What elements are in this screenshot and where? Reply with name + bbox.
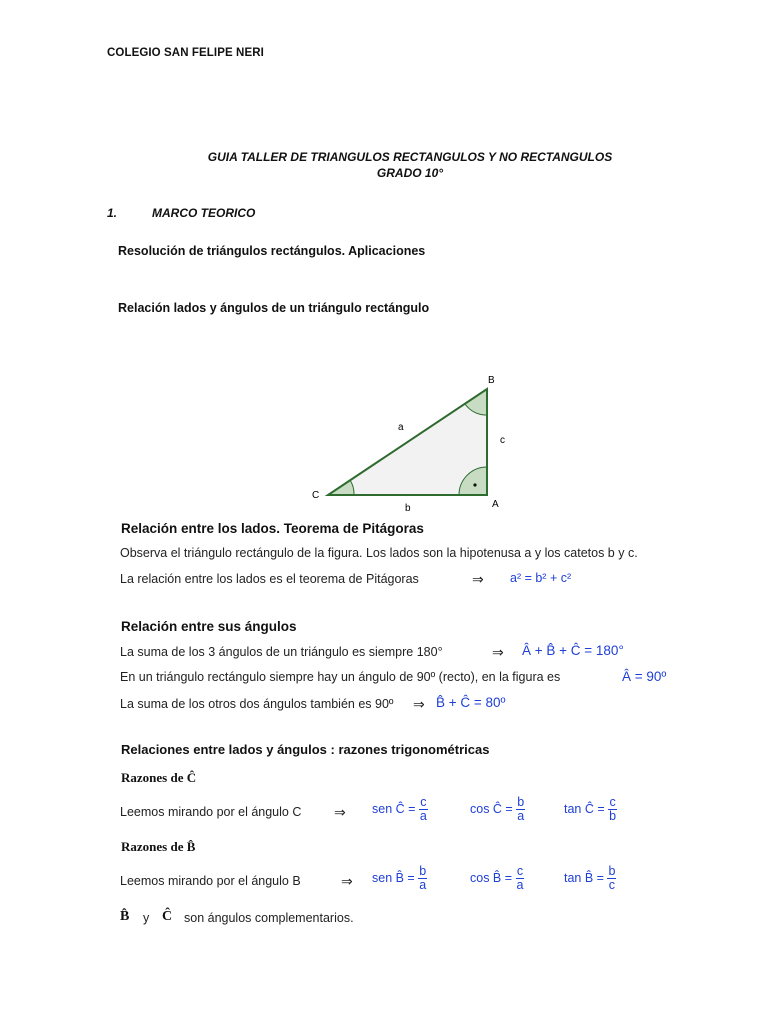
tan-c-den: b [609, 809, 617, 823]
complement-y: y [143, 911, 150, 925]
heading-resolucion: Resolución de triángulos rectángulos. Aplicaciones [118, 244, 426, 258]
pitagoras-line1: Observa el triángulo rectángulo de la figura. Los lados son la hipotenusa a y los catetos b y c. [120, 546, 638, 560]
heading-razones: Relaciones entre lados y ángulos : razones trigonométricas [121, 742, 490, 757]
razones-c-line: Leemos mirando por el ángulo C [120, 805, 302, 819]
cos-b-label: cos B̂ = [470, 870, 513, 885]
cos-b-num: c [516, 864, 524, 878]
heading-angulos: Relación entre sus ángulos [121, 619, 297, 634]
angulos-line2: En un triángulo rectángulo siempre hay un ángulo de 90º (recto), en la figura es [120, 670, 561, 684]
pitagoras-formula: a² = b² + c² [510, 571, 572, 585]
side-a-label: a [398, 422, 404, 433]
sen-b-den: a [419, 878, 427, 892]
side-b-label: b [405, 503, 411, 514]
pitagoras-arrow: ⇒ [472, 571, 484, 587]
right-triangle-figure [306, 370, 506, 515]
sen-b-num: b [419, 864, 427, 878]
tan-b-label: tan B̂ = [564, 870, 604, 885]
sen-c-den: a [419, 809, 427, 823]
cos-c-ratio [470, 796, 525, 823]
pitagoras-line2: La relación entre los lados es el teorema de Pitágoras [120, 572, 419, 586]
complement-text: son ángulos complementarios. [184, 911, 354, 925]
doc-title-line1: GUIA TALLER DE TRIANGULOS RECTANGULOS Y NO RECTANGULOS [207, 150, 613, 164]
tan-b-den: c [608, 878, 616, 892]
tan-c-ratio [564, 796, 617, 823]
angulos-arrow1: ⇒ [492, 644, 504, 660]
heading-relacion: Relación lados y ángulos de un triángulo rectángulo [118, 301, 430, 315]
school-name: COLEGIO SAN FELIPE NERI [107, 47, 264, 59]
razones-b-title: Razones de B̂ [121, 839, 196, 854]
angulos-arrow3: ⇒ [413, 696, 425, 712]
cos-c-label: cos Ĉ = [470, 801, 513, 816]
razones-c-arrow: ⇒ [334, 804, 346, 820]
razones-c-title: Razones de Ĉ [121, 770, 197, 785]
complement-b: B̂ [120, 909, 130, 924]
razones-b-line: Leemos mirando por el ángulo B [120, 874, 301, 888]
vertex-a-label: A [492, 499, 499, 510]
side-c-label: c [500, 435, 505, 446]
tan-c-label: tan Ĉ = [564, 801, 605, 816]
vertex-c-label: C [312, 490, 320, 501]
tan-c-num: c [609, 795, 616, 809]
heading-pitagoras: Relación entre los lados. Teorema de Pitágoras [121, 521, 424, 536]
sen-b-ratio [372, 865, 427, 892]
cos-c-den: a [517, 809, 525, 823]
cos-b-ratio [470, 865, 524, 892]
tan-b-num: b [608, 864, 616, 878]
angulos-line3: La suma de los otros dos ángulos también es 90º [120, 697, 394, 711]
vertex-b-label: B [488, 375, 495, 386]
angulos-formula3: B̂ + Ĉ = 80º [436, 695, 506, 710]
angulos-formula2: Â = 90º [622, 669, 667, 684]
razones-b-arrow: ⇒ [341, 873, 353, 889]
section-number: 1. [107, 206, 118, 220]
tan-b-ratio [564, 865, 616, 892]
sen-c-num: c [420, 795, 427, 809]
complement-c: Ĉ [162, 909, 173, 924]
cos-b-den: a [516, 878, 524, 892]
doc-title-line2: GRADO 10° [376, 166, 444, 180]
angulos-line1: La suma de los 3 ángulos de un triángulo es siempre 180° [120, 645, 443, 659]
angulos-formula1: Â + B̂ + Ĉ = 180° [522, 643, 624, 658]
cos-c-num: b [517, 795, 525, 809]
sen-c-label: sen Ĉ = [372, 801, 416, 816]
sen-b-label: sen B̂ = [372, 870, 415, 885]
sen-c-ratio [372, 796, 428, 823]
section-name: MARCO TEORICO [152, 206, 256, 220]
